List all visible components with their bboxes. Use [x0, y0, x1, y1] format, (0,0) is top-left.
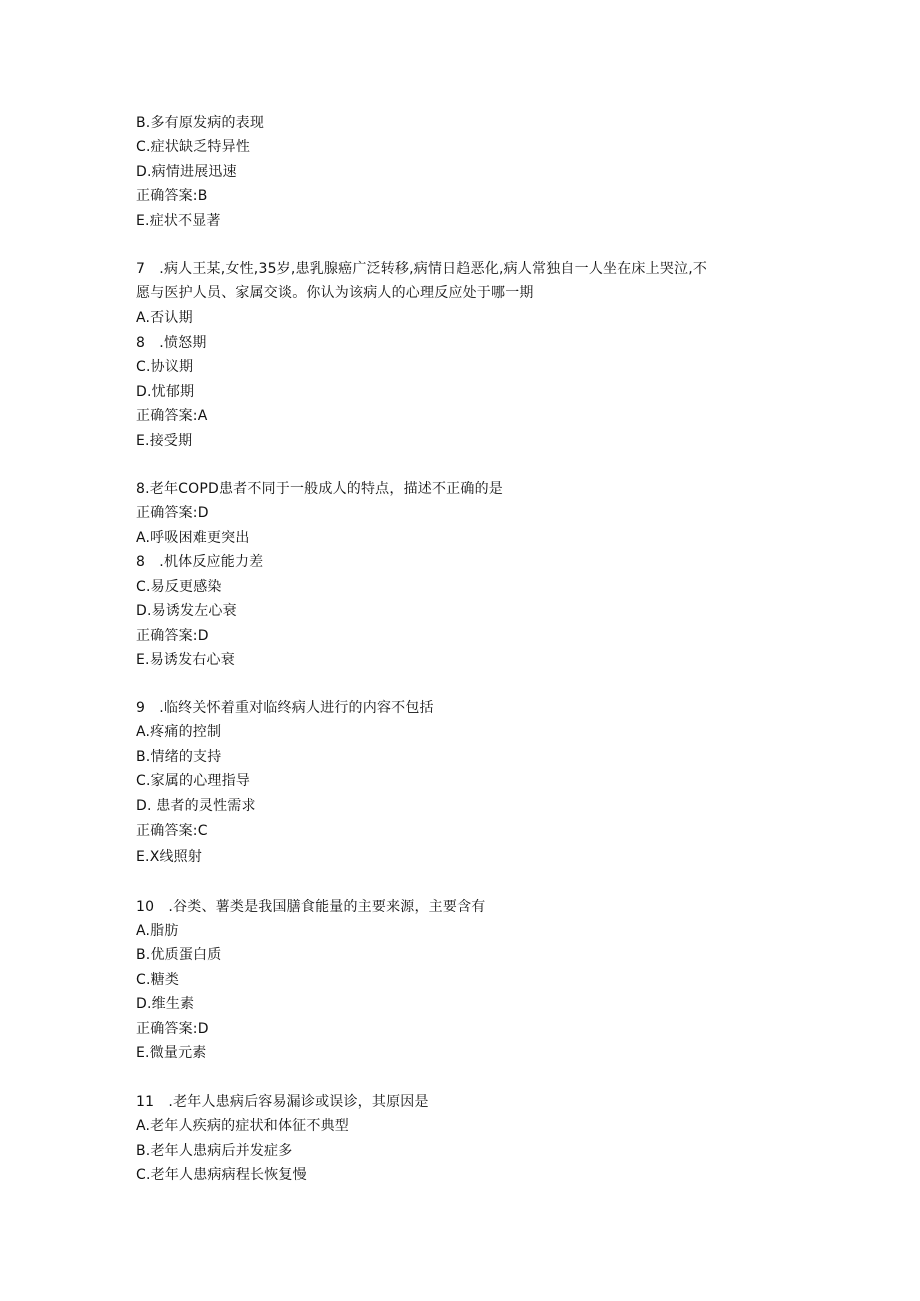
- question-line: 愿与医护人员、家属交谈。你认为该病人的心理反应处于哪一期: [136, 285, 534, 301]
- option-line: C.症状缺乏特异性: [136, 139, 251, 155]
- option-line: B.优质蛋白质: [136, 947, 222, 963]
- question-line: 8.老年COPD患者不同于一般成人的特点，描述不正确的是: [136, 481, 503, 497]
- option-line: D.忧郁期: [136, 384, 195, 400]
- option-line: B.情绪的支持: [136, 749, 222, 765]
- option-line: B.多有原发病的表现: [136, 115, 265, 131]
- option-line: A.呼吸困难更突出: [136, 530, 250, 546]
- option-line: D.病情进展迅速: [136, 164, 237, 180]
- option-line: C.易反更感染: [136, 579, 222, 595]
- option-line: 8 .愤怒期: [136, 335, 207, 351]
- option-line: C.老年人患病病程长恢复慢: [136, 1167, 307, 1183]
- question-line: 11 .老年人患病后容易漏诊或误诊，其原因是: [136, 1094, 429, 1110]
- option-line: D.维生素: [136, 996, 195, 1012]
- option-line: D. 患者的灵性需求: [136, 798, 256, 814]
- answer-line: 正确答案:C: [136, 823, 208, 839]
- option-line: C.协议期: [136, 359, 194, 375]
- option-line: A.脂肪: [136, 923, 179, 939]
- option-line: C.糖类: [136, 972, 180, 988]
- option-line: A.否认期: [136, 310, 193, 326]
- answer-line: 正确答案:D: [136, 505, 209, 521]
- option-line: E.X线照射: [136, 849, 203, 865]
- option-line: E.微量元素: [136, 1045, 207, 1061]
- option-line: A.老年人疾病的症状和体征不典型: [136, 1118, 349, 1134]
- option-line: E.症状不显著: [136, 213, 221, 229]
- option-line: B.老年人患病后并发症多: [136, 1143, 293, 1159]
- question-line: 7 .病人王某,女性,35岁,患乳腺癌广泛转移,病情日趋恶化,病人常独自一人坐在床上哭泣,不: [136, 261, 708, 277]
- option-line: E.接受期: [136, 433, 193, 449]
- option-line: D.易诱发左心衰: [136, 603, 237, 619]
- answer-line: 正确答案:A: [136, 408, 208, 424]
- option-line: A.疼痛的控制: [136, 724, 222, 740]
- option-line: C.家属的心理指导: [136, 773, 251, 789]
- option-line: 8 .机体反应能力差: [136, 554, 264, 570]
- question-line: 9 .临终关怀着重对临终病人进行的内容不包括: [136, 700, 434, 716]
- question-line: 10 .谷类、薯类是我国膳食能量的主要来源，主要含有: [136, 899, 486, 915]
- answer-line: 正确答案:D: [136, 1021, 209, 1037]
- answer-line: 正确答案:B: [136, 188, 208, 204]
- option-line: E.易诱发右心衰: [136, 652, 235, 668]
- answer-line: 正确答案:D: [136, 628, 209, 644]
